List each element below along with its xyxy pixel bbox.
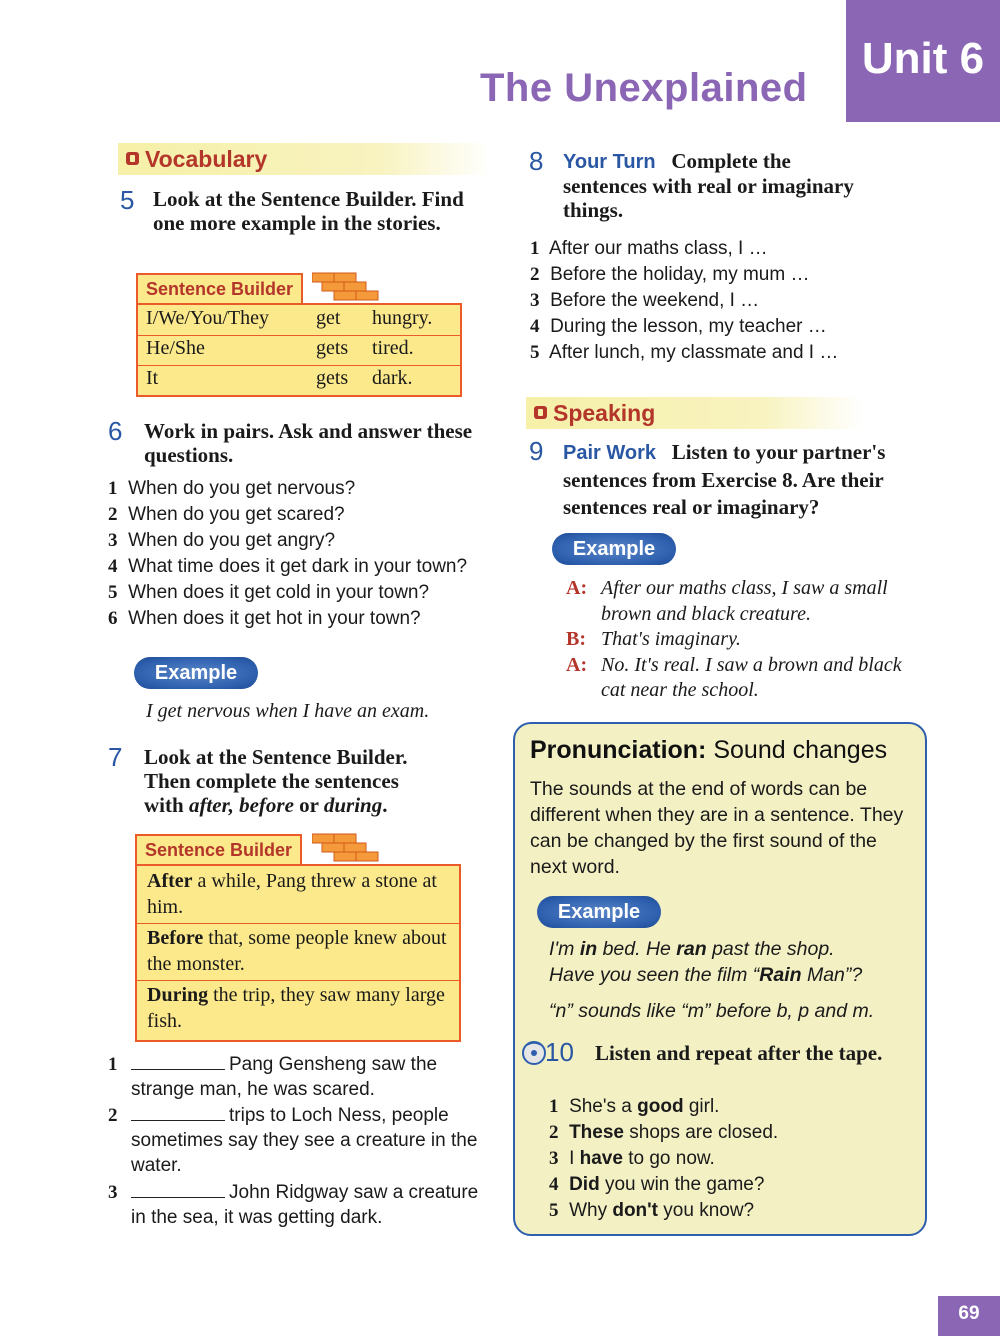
vocabulary-heading (118, 143, 492, 175)
sb-cell: gets (316, 337, 349, 359)
exercise-9-number: 9 (529, 436, 544, 466)
sb-sentence: During the trip, they saw many large fish. (147, 984, 445, 1032)
sb-cell: tired. (372, 337, 414, 359)
list-item: 3 Before the weekend, I … (530, 290, 760, 311)
pronunciation-heading: Pronunciation: Sound changes (530, 736, 888, 764)
example-text: I get nervous when I have an exam. (146, 700, 430, 722)
list-item: 3 When do you get angry? (108, 530, 336, 551)
exercise-10-instruction: Listen and repeat after the tape. (595, 1041, 883, 1065)
page-number: 69 (938, 1296, 1000, 1336)
list-item: 2 When do you get scared? (108, 504, 345, 525)
exercise-6-list (108, 476, 518, 632)
exercise-8-instruction: Your Turn Complete the sentences with real or imaginary things. (563, 149, 854, 222)
exercise-7-instruction (144, 745, 504, 817)
answer-blank[interactable] (131, 1181, 225, 1198)
list-item: 1 When do you get nervous? (108, 478, 356, 499)
example-badge: Example (552, 533, 676, 565)
example-line: Have you seen the film “Rain Man”? (549, 964, 863, 986)
sb-sentence: Before that, some people knew about the monster. (147, 927, 447, 975)
brick-decoration-icon (312, 831, 382, 865)
sentence-builder-label: Sentence Builder (136, 273, 303, 303)
exercise-8-number: 8 (529, 146, 544, 176)
dialogue-line: A: After our maths class, I saw a small brown and black creature. (566, 577, 888, 625)
audio-cd-icon[interactable] (521, 1039, 547, 1067)
example-line: I'm in bed. He ran past the shop. (549, 938, 835, 960)
page-title: The Unexplained (480, 66, 808, 110)
your-turn-label: Your Turn (563, 151, 656, 173)
sb-cell: gets (316, 367, 349, 389)
section-bullet-icon (534, 406, 547, 419)
answer-blank[interactable] (131, 1053, 225, 1070)
exercise-10-list (549, 1094, 919, 1224)
instruction-line: Look at the Sentence Builder. (144, 745, 408, 769)
speaking-heading (526, 397, 864, 429)
exercise-7-number: 7 (108, 742, 123, 772)
sb-cell: He/She (146, 337, 205, 359)
list-item: 1 She's a good girl. (549, 1096, 720, 1117)
brick-decoration-icon (312, 270, 382, 304)
exercise-6-number: 6 (108, 416, 123, 446)
sentence-builder-table (135, 864, 461, 1042)
speaking-heading-text: Speaking (553, 400, 656, 426)
example-badge: Example (537, 896, 661, 928)
unit-tab: Unit 6 (846, 0, 1000, 122)
exercise-5-instruction: Look at the Sentence Builder. Find one more example in the stories. (153, 187, 464, 235)
pronunciation-note: “n” sounds like “m” before b, p and m. (549, 1000, 875, 1022)
sentence-builder-table (136, 303, 462, 397)
sb-cell: get (316, 307, 341, 329)
exercise-8-list (530, 236, 910, 366)
instruction-line: with after, before or during. (144, 793, 388, 817)
list-item: 1 Pang Gensheng saw the strange man, he was scared. (108, 1054, 438, 1100)
list-item: 5 When does it get cold in your town? (108, 582, 430, 603)
sentence-builder-label: Sentence Builder (135, 834, 302, 864)
list-item: 5 After lunch, my classmate and I … (530, 342, 839, 363)
answer-blank[interactable] (131, 1104, 225, 1121)
pronunciation-box (513, 722, 927, 1236)
list-item: 5 Why don't you know? (549, 1200, 755, 1221)
list-item: 2 Before the holiday, my mum … (530, 264, 810, 285)
sb-cell: It (146, 367, 159, 389)
sb-cell: dark. (372, 367, 413, 389)
section-bullet-icon (126, 152, 139, 165)
exercise-5-number: 5 (120, 185, 135, 215)
list-item: 3 John Ridgway saw a creature in the sea, it was getting dark. (108, 1182, 479, 1228)
list-item: 1 After our maths class, I … (530, 238, 768, 259)
sb-cell: I/We/You/They (146, 307, 270, 329)
exercise-9-instruction: Pair Work Listen to your partner's sentences from Exercise 8. Are their sentences real or imaginary? (563, 440, 886, 519)
pronunciation-example (549, 936, 874, 1024)
dialogue-line: B: That's imaginary. (566, 628, 741, 650)
exercise-6-instruction: Work in pairs. Ask and answer these questions. (144, 419, 473, 467)
list-item: 2 These shops are closed. (549, 1122, 779, 1143)
list-item: 4 What time does it get dark in your town? (108, 556, 468, 577)
dialogue-line: A: No. It's real. I saw a brown and black cat near the school. (566, 653, 902, 701)
list-item: 4 During the lesson, my teacher … (530, 316, 827, 337)
pronunciation-body: The sounds at the end of words can be different when they are in a sentence. They can be changed by the first sound of the next word. (530, 778, 904, 878)
sb-sentence: After a while, Pang threw a stone at him. (147, 870, 437, 918)
list-item: 3 I have to go now. (549, 1148, 715, 1169)
sb-cell: hungry. (372, 307, 433, 329)
exercise-10-number: 10 (545, 1037, 574, 1067)
list-item: 6 When does it get hot in your town? (108, 608, 421, 629)
instruction-line: Then complete the sentences (144, 769, 399, 793)
list-item: 4 Did you win the game? (549, 1174, 765, 1195)
list-item: 2 trips to Loch Ness, people sometimes say they see a creature in the water. (108, 1105, 478, 1176)
pair-work-label: Pair Work (563, 442, 656, 464)
vocabulary-heading-text: Vocabulary (145, 146, 268, 172)
dialogue (566, 576, 926, 704)
example-badge: Example (134, 657, 258, 689)
